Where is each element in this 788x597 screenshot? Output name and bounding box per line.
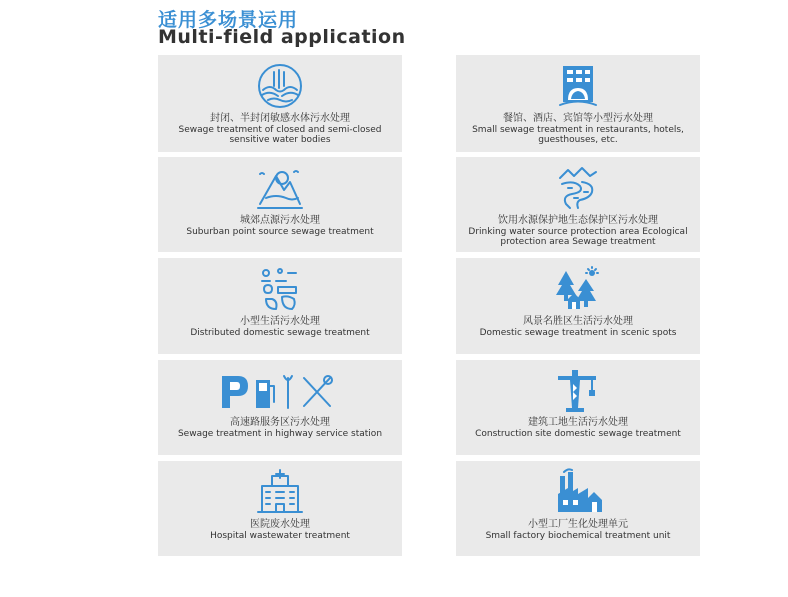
application-card [158, 258, 402, 354]
application-card [158, 461, 402, 556]
application-card [158, 157, 402, 252]
application-card [456, 55, 700, 152]
card-title-cn: 小型工厂生化处理单元 [528, 519, 628, 530]
card-title-en: Domestic sewage treatment in scenic spots [479, 328, 677, 338]
card-title-en: Distributed domestic sewage treatment [190, 328, 370, 338]
card-title-cn: 封闭、半封闭敏感水体污水处理 [210, 113, 350, 124]
card-title-cn: 高速路服务区污水处理 [230, 417, 330, 428]
application-card [456, 360, 700, 455]
domestic-life-icon [256, 265, 304, 313]
card-title-cn: 小型生活污水处理 [240, 316, 320, 327]
card-title-en: Drinking water source protection area Ecological protection area Sewage treatment [468, 227, 688, 247]
card-title-en: Sewage treatment of closed and semi-closed sensitive water bodies [178, 125, 382, 145]
page-title-en: Multi-field application [158, 26, 406, 48]
factory-icon [554, 468, 602, 516]
card-title-en: Hospital wastewater treatment [210, 531, 350, 541]
card-title-en: Sewage treatment in highway service station [177, 429, 383, 439]
river-mountain-icon [554, 164, 602, 212]
construction-crane-icon [554, 368, 602, 414]
application-card [158, 55, 402, 152]
card-title-en: Small factory biochemical treatment unit [485, 531, 671, 541]
card-title-cn: 风景名胜区生活污水处理 [523, 316, 633, 327]
card-title-cn: 餐馆、酒店、宾馆等小型污水处理 [503, 113, 653, 124]
card-title-cn: 饮用水源保护地生态保护区污水处理 [498, 215, 658, 226]
card-title-en: Construction site domestic sewage treatment [475, 429, 681, 439]
suburban-landscape-icon [256, 164, 304, 212]
card-title-cn: 建筑工地生活污水处理 [528, 417, 628, 428]
hospital-icon [256, 468, 304, 516]
service-station-icon [218, 370, 342, 414]
card-title-en: Small sewage treatment in restaurants, hotels, guesthouses, etc. [472, 125, 684, 145]
application-card [456, 258, 700, 354]
card-title-cn: 医院废水处理 [250, 519, 310, 530]
card-title-cn: 城郊点源污水处理 [240, 215, 320, 226]
lake-waterfall-icon [256, 62, 304, 110]
application-card [456, 157, 700, 252]
scenic-spot-icon [554, 265, 602, 313]
page-title-cn: 适用多场景运用 [158, 9, 299, 31]
card-title-en: Suburban point source sewage treatment [186, 227, 374, 237]
hotel-building-icon [554, 62, 602, 110]
application-card [456, 461, 700, 556]
application-card [158, 360, 402, 455]
